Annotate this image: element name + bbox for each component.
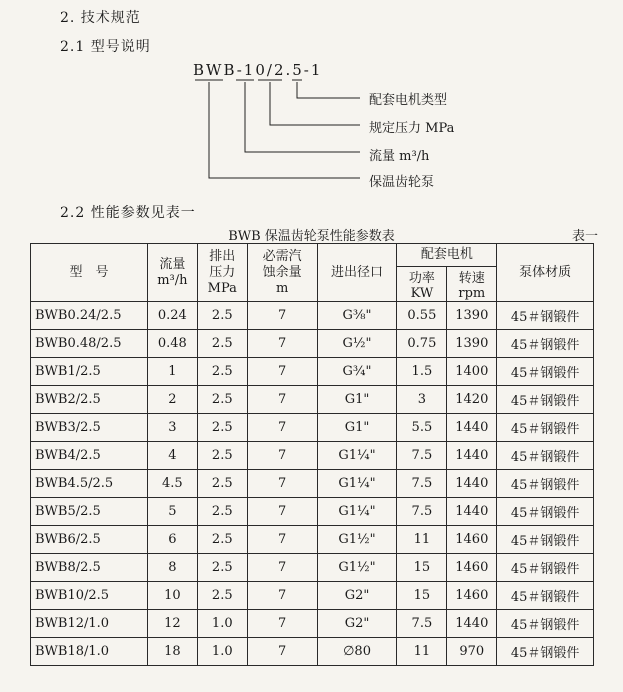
cell-npsh: 7 xyxy=(247,554,317,582)
cell-model: BWB4.5/2.5 xyxy=(31,470,148,498)
table-row xyxy=(31,638,594,666)
cell-power: 0.75 xyxy=(397,330,447,358)
leader-flow xyxy=(245,82,360,152)
cell-model: BWB0.24/2.5 xyxy=(31,302,148,330)
cell-flow: 4.5 xyxy=(147,470,197,498)
cell-npsh: 7 xyxy=(247,358,317,386)
cell-pressure: 2.5 xyxy=(197,358,247,386)
table-row xyxy=(31,358,594,386)
header-pressure-unit: MPa xyxy=(207,280,237,296)
cell-pressure: 2.5 xyxy=(197,554,247,582)
cell-speed: 1460 xyxy=(447,554,497,582)
cell-material: 45＃钢锻件 xyxy=(497,526,594,554)
cell-model: BWB18/1.0 xyxy=(31,638,148,666)
cell-npsh: 7 xyxy=(247,330,317,358)
cell-port: G1" xyxy=(317,386,397,414)
header-flow-unit: m³/h xyxy=(157,272,188,288)
cell-flow: 4 xyxy=(147,442,197,470)
cell-material: 45＃钢锻件 xyxy=(497,414,594,442)
cell-pressure: 2.5 xyxy=(197,302,247,330)
cell-speed: 1440 xyxy=(447,414,497,442)
cell-pressure: 2.5 xyxy=(197,386,247,414)
cell-port: G2" xyxy=(317,582,397,610)
header-power xyxy=(397,267,447,302)
table-row xyxy=(31,526,594,554)
cell-npsh: 7 xyxy=(247,470,317,498)
cell-power: 1.5 xyxy=(397,358,447,386)
cell-speed: 1420 xyxy=(447,386,497,414)
cell-port: G1¼" xyxy=(317,442,397,470)
cell-speed: 1460 xyxy=(447,582,497,610)
cell-material: 45＃钢锻件 xyxy=(497,554,594,582)
header-speed-label: 转速 xyxy=(458,271,485,286)
cell-model: BWB0.48/2.5 xyxy=(31,330,148,358)
cell-port: G1¼" xyxy=(317,470,397,498)
table-row xyxy=(31,386,594,414)
cell-pressure: 1.0 xyxy=(197,638,247,666)
cell-port: G1¼" xyxy=(317,498,397,526)
cell-pressure: 2.5 xyxy=(197,582,247,610)
cell-flow: 0.24 xyxy=(147,302,197,330)
cell-power: 11 xyxy=(397,638,447,666)
model-designation-diagram xyxy=(0,0,623,200)
cell-power: 7.5 xyxy=(397,442,447,470)
cell-flow: 6 xyxy=(147,526,197,554)
cell-port: G¾" xyxy=(317,358,397,386)
cell-material: 45＃钢锻件 xyxy=(497,358,594,386)
cell-npsh: 7 xyxy=(247,526,317,554)
header-motor: 配套电机 xyxy=(397,244,497,267)
cell-power: 7.5 xyxy=(397,610,447,638)
cell-flow: 8 xyxy=(147,554,197,582)
table-row xyxy=(31,414,594,442)
header-material: 泵体材质 xyxy=(497,244,594,302)
cell-power: 15 xyxy=(397,582,447,610)
cell-pressure: 2.5 xyxy=(197,330,247,358)
cell-port: G1½" xyxy=(317,554,397,582)
cell-model: BWB12/1.0 xyxy=(31,610,148,638)
cell-speed: 1460 xyxy=(447,526,497,554)
cell-flow: 12 xyxy=(147,610,197,638)
cell-material: 45＃钢锻件 xyxy=(497,386,594,414)
cell-npsh: 7 xyxy=(247,498,317,526)
performance-table xyxy=(30,243,594,666)
cell-speed: 1440 xyxy=(447,470,497,498)
cell-npsh: 7 xyxy=(247,638,317,666)
cell-power: 3 xyxy=(397,386,447,414)
cell-pressure: 2.5 xyxy=(197,414,247,442)
cell-pressure: 1.0 xyxy=(197,610,247,638)
cell-flow: 2 xyxy=(147,386,197,414)
table-row xyxy=(31,302,594,330)
cell-model: BWB8/2.5 xyxy=(31,554,148,582)
cell-speed: 1440 xyxy=(447,498,497,526)
header-npsh xyxy=(247,244,317,302)
legend-motor-type: 配套电机类型 xyxy=(369,93,448,108)
cell-flow: 1 xyxy=(147,358,197,386)
table-body xyxy=(31,302,594,666)
cell-npsh: 7 xyxy=(247,610,317,638)
cell-port: G1" xyxy=(317,414,397,442)
header-power-unit: KW xyxy=(410,286,434,301)
section-heading: 2. 技术规范 xyxy=(60,10,141,26)
cell-npsh: 7 xyxy=(247,414,317,442)
cell-port: ∅80 xyxy=(317,638,397,666)
legend-pressure: 规定压力 MPa xyxy=(369,121,455,136)
model-code: BWB-10/2.5-1 xyxy=(193,61,323,79)
cell-power: 0.55 xyxy=(397,302,447,330)
table-caption: BWB 保温齿轮泵性能参数表 xyxy=(228,229,395,244)
diagram-leader-lines xyxy=(0,0,623,200)
table-row xyxy=(31,330,594,358)
leader-pump xyxy=(209,82,360,178)
legend-flow: 流量 m³/h xyxy=(369,149,430,164)
cell-speed: 970 xyxy=(447,638,497,666)
cell-flow: 10 xyxy=(147,582,197,610)
cell-npsh: 7 xyxy=(247,302,317,330)
header-pressure-label: 排出压力 xyxy=(209,248,236,280)
header-flow-label: 流量 xyxy=(159,256,186,272)
cell-speed: 1390 xyxy=(447,330,497,358)
cell-pressure: 2.5 xyxy=(197,442,247,470)
cell-port: G⅜" xyxy=(317,302,397,330)
cell-power: 7.5 xyxy=(397,470,447,498)
cell-material: 45＃钢锻件 xyxy=(497,582,594,610)
cell-speed: 1440 xyxy=(447,610,497,638)
cell-model: BWB10/2.5 xyxy=(31,582,148,610)
subsection-heading-model: 2.1 型号说明 xyxy=(60,39,151,55)
cell-port: G½" xyxy=(317,330,397,358)
header-port: 进出径口 xyxy=(317,244,397,302)
header-pressure xyxy=(197,244,247,302)
cell-port: G2" xyxy=(317,610,397,638)
table-row xyxy=(31,442,594,470)
table-header-row xyxy=(31,244,594,267)
cell-flow: 5 xyxy=(147,498,197,526)
header-model: 型 号 xyxy=(31,244,148,302)
cell-model: BWB3/2.5 xyxy=(31,414,148,442)
subsection-heading-performance: 2.2 性能参数见表一 xyxy=(60,205,196,221)
header-flow xyxy=(147,244,197,302)
cell-material: 45＃钢锻件 xyxy=(497,302,594,330)
cell-power: 11 xyxy=(397,526,447,554)
cell-pressure: 2.5 xyxy=(197,498,247,526)
leader-motor-type xyxy=(297,82,360,98)
cell-material: 45＃钢锻件 xyxy=(497,638,594,666)
cell-flow: 0.48 xyxy=(147,330,197,358)
header-speed xyxy=(447,267,497,302)
table-tag: 表一 xyxy=(572,229,599,244)
cell-power: 15 xyxy=(397,554,447,582)
cell-material: 45＃钢锻件 xyxy=(497,498,594,526)
cell-pressure: 2.5 xyxy=(197,470,247,498)
cell-npsh: 7 xyxy=(247,386,317,414)
table-row xyxy=(31,582,594,610)
table-row xyxy=(31,470,594,498)
table-row xyxy=(31,610,594,638)
cell-power: 5.5 xyxy=(397,414,447,442)
cell-material: 45＃钢锻件 xyxy=(497,610,594,638)
cell-npsh: 7 xyxy=(247,442,317,470)
cell-model: BWB5/2.5 xyxy=(31,498,148,526)
cell-material: 45＃钢锻件 xyxy=(497,330,594,358)
header-npsh-unit: m xyxy=(276,280,289,296)
cell-npsh: 7 xyxy=(247,582,317,610)
cell-material: 45＃钢锻件 xyxy=(497,470,594,498)
header-power-label: 功率 xyxy=(408,271,435,286)
cell-power: 7.5 xyxy=(397,498,447,526)
cell-material: 45＃钢锻件 xyxy=(497,442,594,470)
table-row xyxy=(31,554,594,582)
cell-model: BWB4/2.5 xyxy=(31,442,148,470)
cell-speed: 1390 xyxy=(447,302,497,330)
cell-speed: 1440 xyxy=(447,442,497,470)
cell-model: BWB1/2.5 xyxy=(31,358,148,386)
cell-model: BWB6/2.5 xyxy=(31,526,148,554)
cell-flow: 18 xyxy=(147,638,197,666)
cell-pressure: 2.5 xyxy=(197,526,247,554)
header-speed-unit: rpm xyxy=(458,286,486,301)
cell-model: BWB2/2.5 xyxy=(31,386,148,414)
cell-flow: 3 xyxy=(147,414,197,442)
cell-port: G1½" xyxy=(317,526,397,554)
table-row xyxy=(31,498,594,526)
legend-pump: 保温齿轮泵 xyxy=(369,175,435,190)
header-npsh-label: 必需汽蚀余量 xyxy=(262,248,302,280)
cell-speed: 1400 xyxy=(447,358,497,386)
leader-pressure xyxy=(270,82,360,125)
